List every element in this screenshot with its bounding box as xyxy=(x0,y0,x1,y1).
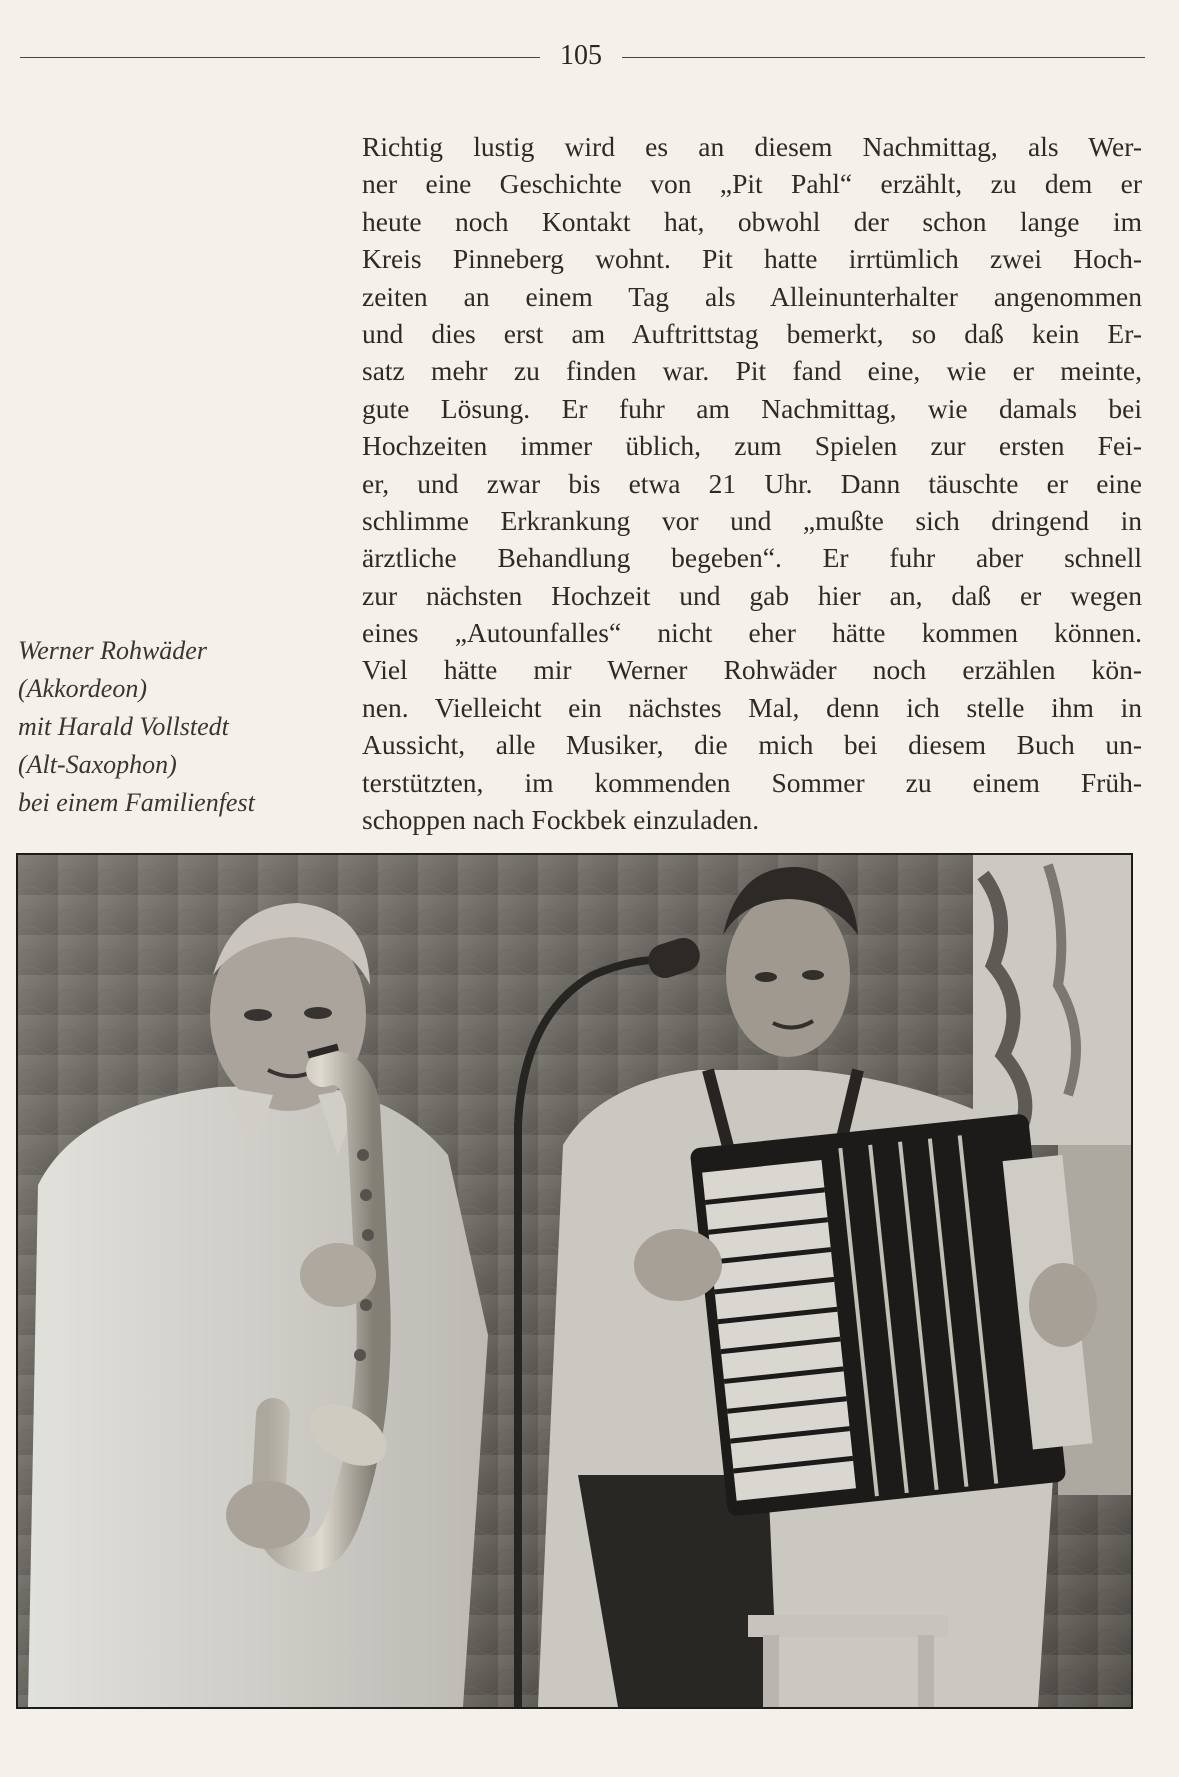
body-line: und dies erst am Auftrittstag bemerkt, so daß kein Er- xyxy=(362,317,1142,349)
body-line: schlimme Erkrankung vor und „mußte sich dringend in xyxy=(362,504,1142,536)
body-line: ärztliche Behandlung begeben“. Er fuhr aber schnell xyxy=(362,542,1142,574)
page-header xyxy=(20,36,1145,76)
body-line: gute Lösung. Er fuhr am Nachmittag, wie damals bei xyxy=(362,392,1142,424)
body-line: terstützten, im kommenden Sommer zu einem Früh- xyxy=(362,766,1142,798)
body-line: Richtig lustig wird es an diesem Nachmittag, als Wer- xyxy=(362,131,1142,162)
header-rule-left xyxy=(20,57,540,58)
body-line: er, und zwar bis etwa 21 Uhr. Dann täuschte er eine xyxy=(362,467,1142,499)
header-rule-right xyxy=(622,57,1145,58)
body-line: nen. Vielleicht ein nächstes Mal, denn ich stelle ihm in xyxy=(362,691,1142,723)
body-line: zur nächsten Hochzeit und gab hier an, daß er wegen xyxy=(362,579,1142,611)
body-line: Kreis Pinneberg wohnt. Pit hatte irrtümlich zwei Hoch- xyxy=(362,243,1142,275)
body-line: eines „Autounfalles“ nicht eher hätte kommen können. xyxy=(362,617,1142,649)
body-line: Hochzeiten immer üblich, zum Spielen zur ersten Fei- xyxy=(362,430,1142,462)
caption-line: mit Harald Vollstedt xyxy=(18,712,229,741)
body-line: ner eine Geschichte von „Pit Pahl“ erzählt, zu dem er xyxy=(362,168,1142,200)
photo-caption xyxy=(18,632,318,822)
caption-line: Werner Rohwäder xyxy=(18,636,207,665)
body-line: zeiten an einem Tag als Alleinunterhalter angenommen xyxy=(362,280,1142,312)
body-line: satz mehr zu finden war. Pit fand eine, wie er meinte, xyxy=(362,355,1142,387)
page-number: 105 xyxy=(560,40,602,71)
caption-line: (Akkordeon) xyxy=(18,674,147,703)
caption-line: (Alt-Saxophon) xyxy=(18,750,177,779)
body-line: heute noch Kontakt hat, obwohl der schon lange im xyxy=(362,205,1142,237)
body-line: Viel hätte mir Werner Rohwäder noch erzählen kön- xyxy=(362,654,1142,686)
body-line: Aussicht, alle Musiker, die mich bei diesem Buch un- xyxy=(362,729,1142,761)
caption-line: bei einem Familienfest xyxy=(18,788,255,817)
body-text xyxy=(362,128,1142,838)
body-line: schoppen nach Fockbek einzuladen. xyxy=(362,804,760,836)
photo-illustration xyxy=(18,855,1131,1707)
musicians-photo xyxy=(16,853,1133,1709)
